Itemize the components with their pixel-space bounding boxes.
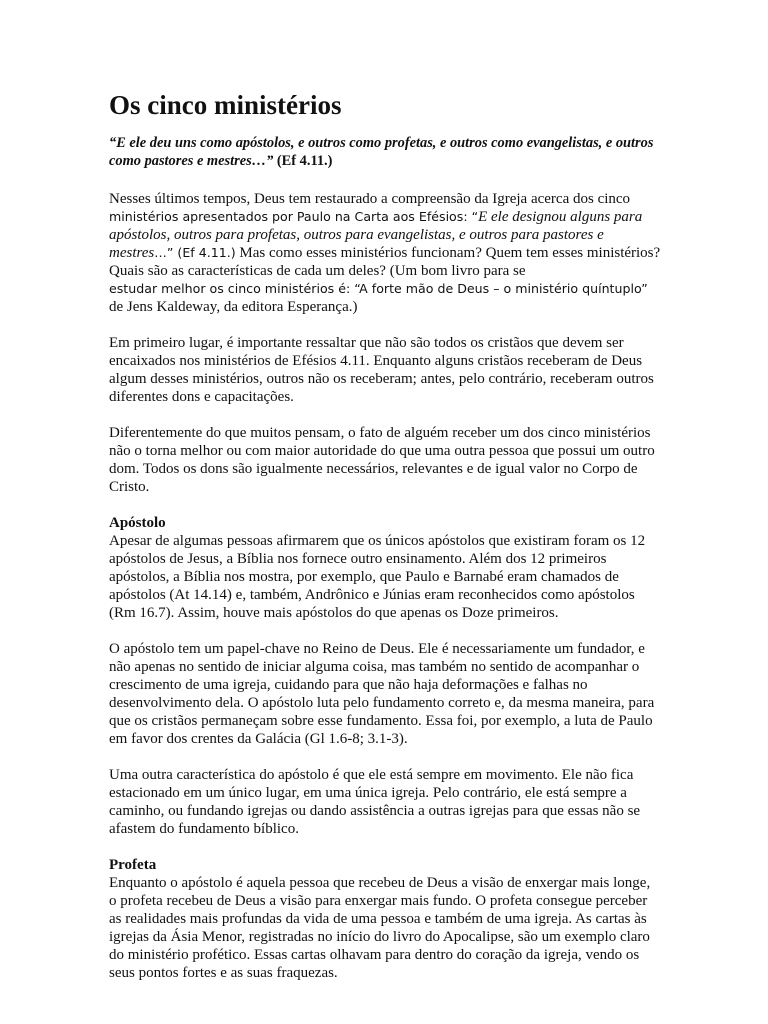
- epigraph-reference: (Ef 4.11.): [276, 153, 333, 169]
- intro-text-g: de Jens Kaldeway, da editora Esperança.): [109, 299, 358, 315]
- section-apostolo: [109, 514, 661, 838]
- intro-quote: E ele designou alguns para apóstolos, outros para profetas, outros para evangelistas, e outros para pastores e mestres: [109, 209, 643, 261]
- paragraph-2: Em primeiro lugar, é importante ressaltar que não são todos os cristãos que devem ser encaixados nos ministérios de Efésios 4.11. Enquanto alguns cristãos receberam de Deus algum desses ministérios, outros não os receberam; antes, pelo contrário, receberam outros diferentes dons e capacitações.: [109, 335, 654, 405]
- intro-text-a: Nesses últimos tempos, Deus tem restaurado a compreensão da Igreja acerca dos cinco: [109, 191, 631, 207]
- page-title: Os cinco ministérios: [109, 90, 342, 120]
- intro-paragraph: [109, 190, 661, 316]
- section-heading-profeta: Profeta: [109, 857, 157, 873]
- paragraph-3: Diferentemente do que muitos pensam, o fato de alguém receber um dos cinco ministérios não o torna melhor ou com maior autoridade do que uma outra pessoa que possui um outro dom. Todos os dons são igualmente necessários, relevantes e de igual valor no Corpo de Cristo.: [109, 425, 655, 495]
- section-profeta: [109, 856, 661, 982]
- intro-text-e: Mas como esses ministérios funcionam? Quem tem esses ministérios? Quais são as características de cada um deles? (Um bom livro para se: [109, 245, 661, 279]
- apostolo-paragraph-1: Apesar de algumas pessoas afirmarem que os únicos apóstolos que existiram foram os 12 apóstolos de Jesus, a Bíblia nos fornece outro ensinamento. Além dos 12 primeiros apóstolos, a Bíblia nos mostra, por exemplo, que Paulo e Barnabé eram chamados de apóstolos (At 14.14) e, também, Andrônico e Júnias eram reconhecidos como apóstolos (Rm 16.7). Assim, houve mais apóstolos do que apenas os Doze primeiros.: [109, 533, 646, 621]
- apostolo-paragraph-3: Uma outra característica do apóstolo é que ele está sempre em movimento. Ele não fica estacionado em um único lugar, em uma única igreja. Pelo contrário, ele está sempre a caminho, ou fundando igrejas ou dando assistência a outras igrejas para que essas não se afastem do fundamento bíblico.: [109, 767, 641, 837]
- intro-text-b: ministérios apresentados por Paulo na Carta aos Efésios: “: [109, 209, 479, 224]
- document-page: [109, 88, 661, 1000]
- apostolo-paragraph-2: O apóstolo tem um papel-chave no Reino de Deus. Ele é necessariamente um fundador, e não apenas no sentido de iniciar alguma coisa, mas também no sentido de acompanhar o crescimento de uma igreja, cuidando para que não haja deformações e falhas no desenvolvimento dela. O apóstolo luta pelo fundamento correto e, da mesma maneira, para que os cristãos permaneçam sobre esse fundamento. Essa foi, por exemplo, a luta de Paulo em favor dos crentes da Galácia (Gl 1.6-8; 3.1-3).: [109, 641, 655, 747]
- section-heading-apostolo: Apóstolo: [109, 515, 166, 531]
- intro-text-f: estudar melhor os cinco ministérios é: “A forte mão de Deus – o ministério quíntuplo”: [109, 281, 648, 296]
- epigraph: [109, 134, 661, 170]
- epigraph-quote: “E ele deu uns como apóstolos, e outros como profetas, e outros como evangelistas, e outros como pastores e mestres…”: [109, 135, 654, 169]
- profeta-paragraph-1: Enquanto o apóstolo é aquela pessoa que recebeu de Deus a visão de enxergar mais longe, o profeta recebeu de Deus a visão para enxergar mais fundo. O profeta consegue perceber as realidades mais profundas da vida de uma pessoa e também de uma igreja. As cartas às igrejas da Ásia Menor, registradas no início do livro do Apocalipse, são um exemplo claro do ministério profético. Essas cartas olhavam para dentro do coração da igreja, vendo os seus pontos fortes e as suas fraquezas.: [109, 875, 651, 981]
- intro-text-d: …” (Ef 4.11.): [154, 245, 236, 260]
